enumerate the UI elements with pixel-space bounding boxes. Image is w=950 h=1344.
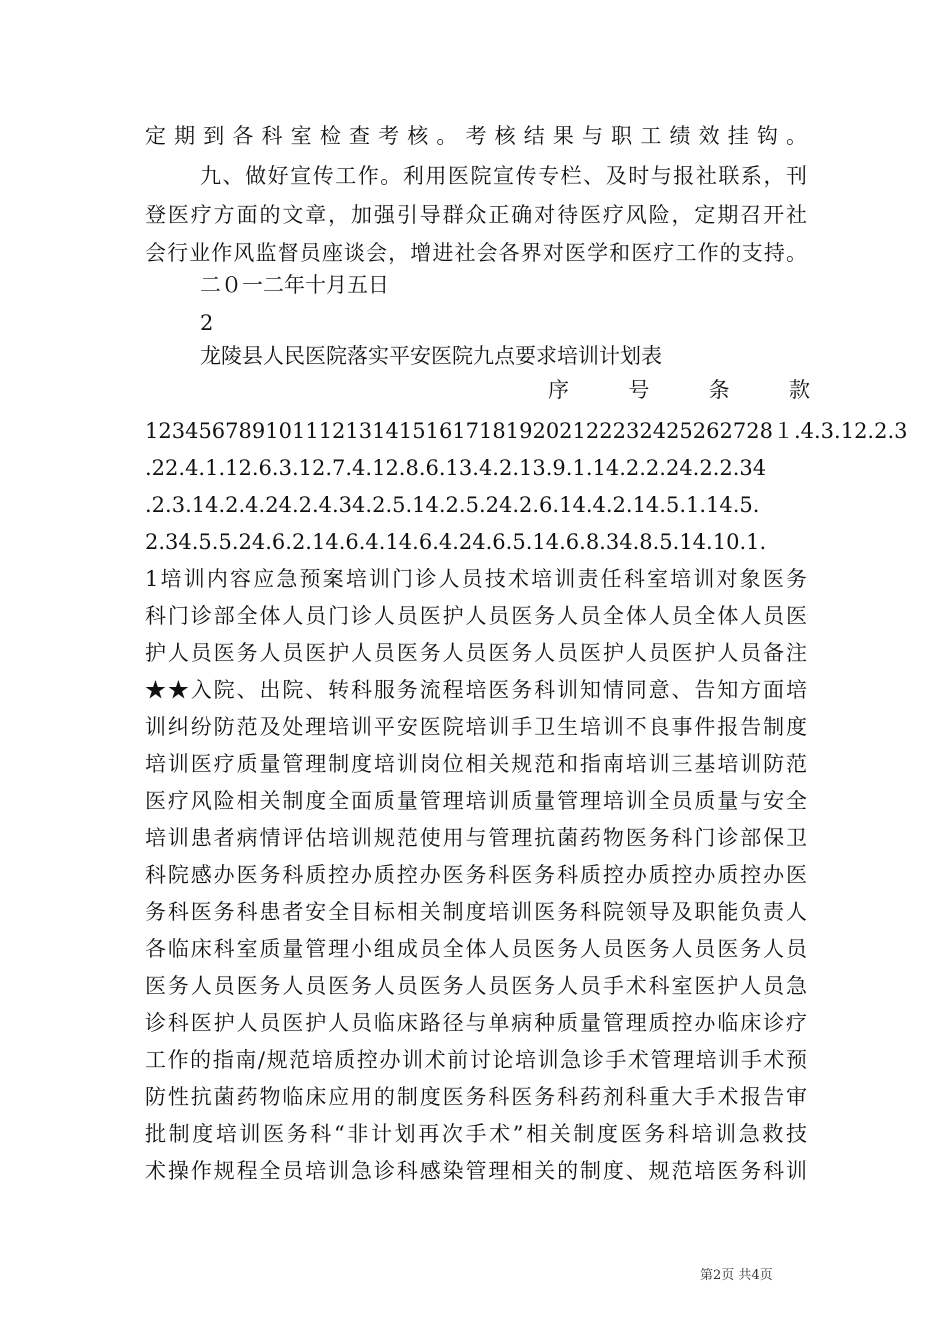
body-line: 培训患者病情评估培训规范使用与管理抗菌药物医务科门诊部保卫 (145, 826, 807, 850)
body-line: 批制度培训医务科“非计划再次手术”相关制度医务科培训急救技 (145, 1122, 807, 1146)
page-marker: 2 (200, 311, 214, 335)
body-line: .2.3.14.2.4.24.2.4.34.2.5.14.2.5.24.2.6.14.4.2.14.5.1.14.5. (145, 493, 760, 517)
document-date: 二０一二年十月五日 (200, 273, 389, 297)
body-line: 护人员医务人员医护人员医务人员医务人员医护人员医护人员备注 (145, 641, 807, 665)
body-line: 务科医务科患者安全目标相关制度培训医务科院领导及职能负责人 (145, 900, 807, 924)
body-line: 工作的指南/规范培质控办训术前讨论培训急诊手术管理培训手术预 (145, 1048, 807, 1072)
footer-total-pages: 4 (751, 1268, 760, 1283)
footer-current-page: 2 (713, 1268, 722, 1283)
footer-mid: 页 共 (721, 1268, 752, 1283)
table-header-row (548, 376, 810, 404)
body-line: 培训医疗质量管理制度培训岗位相关规范和指南培训三基培训防范 (145, 752, 807, 776)
body-line: 防性抗菌药物临床应用的制度医务科医务科药剂科重大手术报告审 (145, 1085, 807, 1109)
body-line: 诊科医护人员医护人员临床路径与单病种质量管理质控办临床诊疗 (145, 1011, 807, 1035)
body-line: 术操作规程全员培训急诊科感染管理相关的制度、规范培医务科训 (145, 1159, 807, 1183)
body-line: .22.4.1.12.6.3.12.7.4.12.8.6.13.4.2.13.9.1.14.2.2.24.2.2.34 (145, 456, 767, 480)
footer-post: 页 (759, 1268, 773, 1283)
header-word: 款 (788, 378, 810, 402)
body-line: 科院感办医务科质控办质控办医务科医务科质控办质控办质控办医 (145, 863, 807, 887)
header-word: 号 (628, 378, 650, 402)
table-title: 龙陵县人民医院落实平安医院九点要求培训计划表 (200, 344, 662, 368)
body-line: 各临床科室质量管理小组成员全体人员医务人员医务人员医务人员 (145, 937, 807, 961)
page-footer (700, 1268, 773, 1284)
body-line: 医疗风险相关制度全面质量管理培训质量管理培训全员质量与安全 (145, 789, 807, 813)
body-line: ★★入院、出院、转科服务流程培医务科训知情同意、告知方面培 (145, 678, 807, 702)
body-line: 科门诊部全体人员门诊人员医护人员医务人员全体人员全体人员医 (145, 604, 807, 628)
body-line: 训纠纷防范及处理培训平安医院培训手卫生培训不良事件报告制度 (145, 715, 807, 739)
header-word: 序 (548, 378, 569, 402)
header-word: 条 (708, 378, 730, 402)
paragraph-line: 九、做好宣传工作。利用医院宣传专栏、及时与报社联系，刊 (200, 164, 807, 188)
body-line: 12345678910111213141516171819202122232425262728１.4.3.12.2.3 (145, 419, 908, 443)
body-line: 2.34.5.5.24.6.2.14.6.4.14.6.4.24.6.5.14.6.8.34.8.5.14.10.1. (145, 530, 767, 554)
paragraph-line: 会行业作风监督员座谈会，增进社会各界对医学和医疗工作的支持。 (145, 241, 807, 265)
paragraph-line: 登医疗方面的文章，加强引导群众正确对待医疗风险，定期召开社 (145, 203, 807, 227)
footer-pre: 第 (700, 1268, 714, 1283)
body-line: 1培训内容应急预案培训门诊人员技术培训责任科室培训对象医务 (145, 567, 807, 591)
body-line: 医务人员医务人员医务人员医务人员医务人员手术科室医护人员急 (145, 974, 807, 998)
paragraph-tail: 定期到各科室检查考核。考核结果与职工绩效挂钩。 (145, 124, 807, 148)
